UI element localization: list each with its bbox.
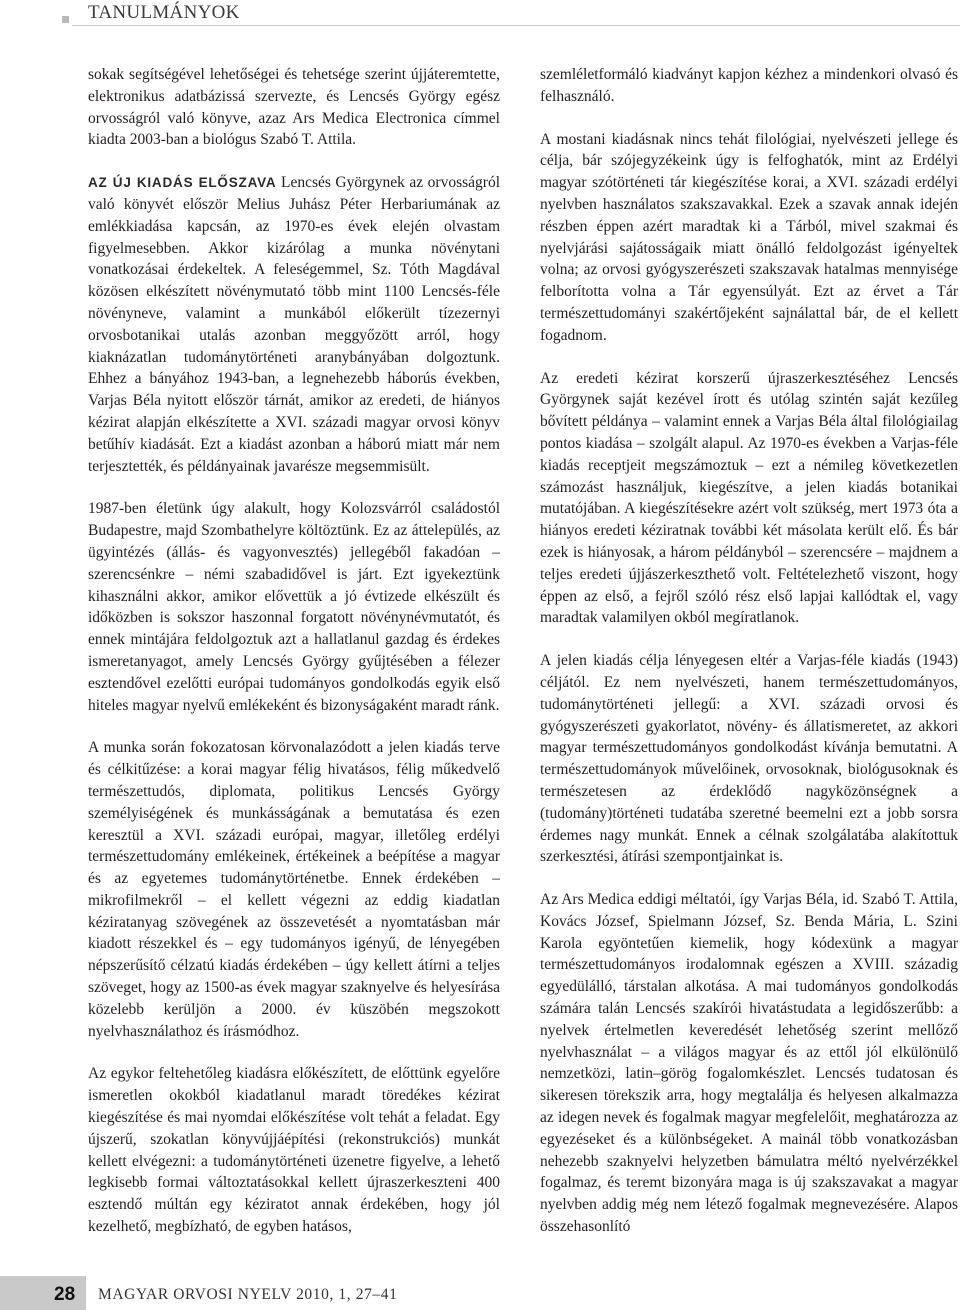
left-paragraph-2-text: Lencsés Györgynek az orvosságról való könyvét először Melius Juhász Péter Herbariumának az emlékkiadása kapcsán, az 1970-es évek elején olvastam figyelmesebben. Akkor kizárólag a munka növénytani vonatkozásai érdekeltek. A feleségemmel, Sz. Tóth Magdával közösen elkészített növénymutató több mint 1100 Lencsés-féle növényneve, valamint a munkából előkerült tízezernyi orvosbotanikai utalás azonban meggyőzött arról, hogy kiaknázatlan tudománytörténeti aranybányában dolgoztunk. Ehhez a bányához 1943-ban, a legnehezebb háborús években, Varjas Béla nyitott először tárnát, amikor az eredeti, de hiányos kézirat alapján elkészítette a XVI. századi magyar orvosi könyv betűhív kiadását. Ezt a kiadást azonban a háború miatt már nem terjesztették, és példányainak javarésze megsemmisült.	[88, 174, 500, 475]
page-footer	[0, 1274, 960, 1309]
left-column	[88, 64, 500, 1238]
page-number: 28	[54, 1284, 76, 1305]
subheading-new-edition-preface: AZ ÚJ KIADÁS ELŐSZAVA	[88, 175, 277, 191]
left-paragraph-2	[88, 172, 500, 477]
right-paragraph-5: Az Ars Medica eddigi méltatói, így Varjas Béla, id. Szabó T. Attila, Kovács József, Spielmann József, Sz. Benda Mária, L. Szini Karola egyöntetűen kiemelik, hogy kódexünk a magyar természettudományos irodalomnak egészen a XVIII. századig egyedülálló, társtalan alkotása. A mai tudományos gondolkodás számára talán Lencsés szakírói hivatástudata a legidőszerűbb: a nyelvek értelmetlen keveredését lehetőség szerint mellőző nyelvhasználat – a világos magyar és az ettől jól elkülönülő nemzetközi, latin–görög fogalomkészlet. Lencsés tudatosan és sikeresen törekszik arra, hogy megtalálja és helyesen alkalmazza az idegen nevek és fogalmak magyar megfelelőit, meghatározza az egyezéseket és a különbségeket. A mainál több vonatkozásban nehezebb szaknyelvi helyzetben bámulatra méltó nyelvérzékkel fogalmaz, és teremt bizonyára maga is új szakszavakat a magyar nyelvben addig még nem létező fogalmak megnevezésére. Alapos összehasonlító	[540, 891, 958, 1236]
left-paragraph-3: 1987-ben életünk úgy alakult, hogy Kolozsvárról családostól Budapestre, majd Szombathelyre költöztünk. Ez az áttelepülés, az ügyintézés (állás- és vagyonvesztés) jellegéből fakadóan – szerencsénkre – némi szabadidővel is járt. Ezt igyekeztünk kihasználni akkor, amikor elővettük a jó évtizede elkészült és időközben is sokszor haszonnal forgatott növénynévmutatót, és ennek mintájára feldolgoztuk azt a hallatlanul gazdag és érdekes ismeretanyagot, amely Lencsés György gyűjtésében a félezer esztendővel ezelőtti európai tudományos gondolkodás egyik első hiteles magyar nyelvű emlékeként és bizonyságaként maradt ránk.	[88, 500, 500, 714]
header-square-ornament	[62, 16, 69, 23]
left-paragraph-4: A munka során fokozatosan körvonalazódott a jelen kiadás terve és célkitűzése: a korai magyar félig hivatásos, félig műkedvelő természettudós, diplomata, politikus Lencsés György személyiségének és munkásságának a bemutatása és ezen keresztül a XVI. századi európai, magyar, illetőleg erdélyi természettudomány emlékeinek, értékeinek a beépítése a magyar és az egyetemes tudománytörténetbe. Ennek érdekében – mikrofilmekről – el kellett végezni az eddig kiadatlan kéziratanyag szövegének az összevetését a nyomtatásban már kiadott részekkel és – egy tudományos igényű, de lényegében népszerűsítő célzatú kiadás érdekében – úgy kellett átírni a teljes szöveget, hogy az 1500-as évek magyar szaknyelve és helyesírása közelebb kerüljön a 2000. év küszöbén megszokott nyelvhasználathoz és írásmódhoz.	[88, 739, 500, 1040]
page-header	[0, 0, 960, 40]
right-paragraph-1: szemléletformáló kiadványt kapjon kézhez a mindenkori olvasó és felhasználó.	[540, 66, 958, 105]
left-paragraph-1: sokak segítségével lehetőségei és tehetsége szerint újjáteremtette, elektronikus adatbázissá szervezte, és Lencsés György egész orvosságról való könyve, azaz Ars Medica Electronica címmel kiadta 2003-ban a biológus Szabó T. Attila.	[88, 66, 500, 149]
header-rule	[72, 25, 960, 26]
right-paragraph-2: A mostani kiadásnak nincs tehát filológiai, nyelvészeti jellege és célja, bár szójegyzékeink úgy is felfoghatók, mint az Erdélyi magyar szótörténeti tár kiegészítése korai, a XVI. századi erdélyi nyelvben használatos szakszavakkal. Ezek a szavak annak idején részben éppen azért maradtak ki a Tárból, mivel szakmai és nyelvjárási sajátosságaik miatt önálló feldolgozást igényeltek volna; az orvosi gyógyszerészeti szakszavak hatalmas mennyisége felborította volna a Tár egyensúlyát. Ezt az érvet a Tár természettudományi szakértőjeként sajnálattal bár, de el kellett fogadnom.	[540, 130, 958, 344]
section-title: TANULMÁNYOK	[88, 2, 240, 23]
journal-citation: MAGYAR ORVOSI NYELV 2010, 1, 27–41	[98, 1286, 398, 1303]
right-paragraph-4: A jelen kiadás célja lényegesen eltér a Varjas-féle kiadás (1943) céljától. Ez nem nyelvészeti, hanem természettudományos, tudománytörténeti jellegű: a XVI. századi orvosi és gyógyszerészeti gyakorlatot, növény- és állatismeretet, az akkori magyar természettudományos gondolkodást kívánja bemutatni. A természettudományok művelőinek, orvosoknak, biológusoknak és természetesen az érdeklődő nagyközönségnek a (tudomány)történeti tudatába szeretné beemelni ezt a jobb sorsra érdemes nagy munkát. Ennek a célnak szolgálatába alakítottuk szerkesztési, átírási szempontjainkat is.	[540, 652, 958, 866]
right-column	[540, 64, 958, 1238]
right-paragraph-3: Az eredeti kézirat korszerű újraszerkesztéséhez Lencsés Györgynek saját kezével írott és utólag szintén saját kezűleg bővített példánya – valamint ennek a Varjas Béla által filológiailag pontos kiadása – szolgált alapul. Az 1970-es években a Varjas-féle kiadás receptjeit megszámoztuk – ezt a némileg következetlen számozást használjuk, kiegészítve, a jelen kiadás botanikai mutatójában. A kiegészítésekre azért volt szükség, mert 1973 óta a hiányos eredeti kéziratnak további két másolata került elő. És bár ezek is hiányosak, a három példányból – szerencsére – majdnem a teljes eredeti újjászerkeszthető volt. Feltételezhető viszont, hogy éppen az első, a fejről szóló rész első lapjai kallódtak el, vagy maradtak valamilyen okból megíratlanok.	[540, 369, 958, 627]
left-paragraph-5: Az egykor feltehetőleg kiadásra előkészített, de előttünk egyelőre ismeretlen okokból kiadatlanul maradt töredékes kézirat kiegészítése és mai nyomdai előkészítése volt tehát a feladat. Egy újszerű, szokatlan könyvújjáépítési (rekonstrukciós) munkát kellett elvégezni: a tudománytörténeti üzenetre figyelve, a lehető legkisebb formai változtatásokkal kellett újraszerkeszteni 400 esztendő múltán egy kéziratot annak érdekében, hogy jól kezelhető, megbízható, de egyben hatásos,	[88, 1065, 500, 1236]
